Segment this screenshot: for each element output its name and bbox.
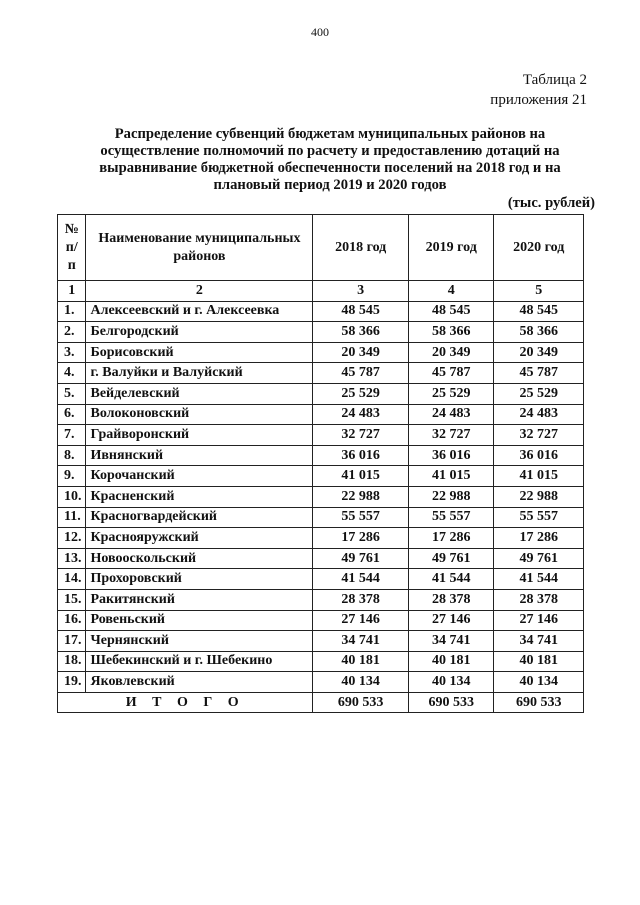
value-2019: 34 741 (408, 631, 493, 652)
district-name: Ракитянский (86, 589, 313, 610)
value-2018: 58 366 (313, 322, 409, 343)
title-line: выравнивание бюджетной обеспеченности поселений на 2018 год и на (99, 160, 561, 176)
table-row (58, 672, 584, 693)
value-2019: 25 529 (408, 383, 493, 404)
district-name: Ивнянский (86, 445, 313, 466)
page-number: 400 (311, 25, 329, 39)
total-row (58, 692, 584, 713)
value-2020: 28 378 (494, 589, 584, 610)
column-index: 1 (58, 281, 86, 302)
value-2018: 27 146 (313, 610, 409, 631)
subsidy-table (57, 214, 584, 713)
value-2020: 45 787 (494, 363, 584, 384)
value-2019: 27 146 (408, 610, 493, 631)
total-2019: 690 533 (408, 692, 493, 713)
row-number: 18. (58, 651, 86, 672)
row-number: 6. (58, 404, 86, 425)
row-number: 14. (58, 569, 86, 590)
value-2020: 22 988 (494, 486, 584, 507)
total-label: И Т О Г О (58, 692, 313, 713)
district-name: г. Валуйки и Валуйский (86, 363, 313, 384)
value-2018: 45 787 (313, 363, 409, 384)
table-row (58, 363, 584, 384)
table-row (58, 466, 584, 487)
header-num: № п/п (58, 215, 86, 281)
value-2019: 48 545 (408, 301, 493, 322)
value-2019: 41 015 (408, 466, 493, 487)
units-label: (тыс. рублей) (507, 195, 595, 211)
value-2020: 41 544 (494, 569, 584, 590)
table-row (58, 507, 584, 528)
column-index: 5 (494, 281, 584, 302)
row-number: 4. (58, 363, 86, 384)
title-line: осуществление полномочий по расчету и предоставлению дотаций на (100, 143, 560, 159)
column-index-row (58, 281, 584, 302)
row-number: 3. (58, 342, 86, 363)
value-2019: 40 181 (408, 651, 493, 672)
district-name: Алексеевский и г. Алексеевка (86, 301, 313, 322)
value-2019: 40 134 (408, 672, 493, 693)
value-2020: 17 286 (494, 528, 584, 549)
district-name: Красненский (86, 486, 313, 507)
value-2018: 34 741 (313, 631, 409, 652)
table-note-line1: Таблица 2 (522, 72, 587, 88)
value-2018: 41 544 (313, 569, 409, 590)
column-index: 2 (86, 281, 313, 302)
value-2019: 36 016 (408, 445, 493, 466)
value-2018: 36 016 (313, 445, 409, 466)
row-number: 12. (58, 528, 86, 549)
row-number: 1. (58, 301, 86, 322)
district-name: Корочанский (86, 466, 313, 487)
table-row (58, 425, 584, 446)
value-2020: 41 015 (494, 466, 584, 487)
table-row (58, 548, 584, 569)
total-2018: 690 533 (313, 692, 409, 713)
table-row (58, 445, 584, 466)
row-number: 16. (58, 610, 86, 631)
value-2018: 24 483 (313, 404, 409, 425)
value-2018: 25 529 (313, 383, 409, 404)
header-2020: 2020 год (494, 215, 584, 281)
row-number: 8. (58, 445, 86, 466)
district-name: Краснояружский (86, 528, 313, 549)
district-name: Чернянский (86, 631, 313, 652)
value-2019: 55 557 (408, 507, 493, 528)
column-index: 3 (313, 281, 409, 302)
district-name: Грайворонский (86, 425, 313, 446)
value-2019: 58 366 (408, 322, 493, 343)
column-index: 4 (408, 281, 493, 302)
row-number: 17. (58, 631, 86, 652)
district-name: Яковлевский (86, 672, 313, 693)
value-2019: 22 988 (408, 486, 493, 507)
table-row (58, 610, 584, 631)
value-2019: 45 787 (408, 363, 493, 384)
district-name: Белгородский (86, 322, 313, 343)
district-name: Вейделевский (86, 383, 313, 404)
value-2020: 27 146 (494, 610, 584, 631)
district-name: Прохоровский (86, 569, 313, 590)
table-row (58, 569, 584, 590)
value-2020: 34 741 (494, 631, 584, 652)
value-2018: 48 545 (313, 301, 409, 322)
value-2019: 28 378 (408, 589, 493, 610)
table-row (58, 342, 584, 363)
value-2020: 48 545 (494, 301, 584, 322)
value-2018: 55 557 (313, 507, 409, 528)
value-2020: 58 366 (494, 322, 584, 343)
table-row (58, 383, 584, 404)
value-2018: 40 134 (313, 672, 409, 693)
table-row (58, 486, 584, 507)
value-2020: 32 727 (494, 425, 584, 446)
value-2020: 40 181 (494, 651, 584, 672)
header-name: Наименование муниципальных районов (86, 215, 313, 281)
value-2018: 28 378 (313, 589, 409, 610)
district-name: Новооскольский (86, 548, 313, 569)
value-2020: 24 483 (494, 404, 584, 425)
row-number: 10. (58, 486, 86, 507)
header-2019: 2019 год (408, 215, 493, 281)
total-2020: 690 533 (494, 692, 584, 713)
value-2018: 17 286 (313, 528, 409, 549)
title-line: Распределение субвенций бюджетам муниципальных районов на (114, 126, 546, 142)
value-2018: 32 727 (313, 425, 409, 446)
value-2019: 41 544 (408, 569, 493, 590)
row-number: 11. (58, 507, 86, 528)
value-2018: 20 349 (313, 342, 409, 363)
value-2019: 32 727 (408, 425, 493, 446)
value-2018: 22 988 (313, 486, 409, 507)
district-name: Ровеньский (86, 610, 313, 631)
header-2018: 2018 год (313, 215, 409, 281)
district-name: Волоконовский (86, 404, 313, 425)
table-row (58, 589, 584, 610)
value-2019: 17 286 (408, 528, 493, 549)
row-number: 15. (58, 589, 86, 610)
value-2018: 40 181 (313, 651, 409, 672)
value-2020: 55 557 (494, 507, 584, 528)
value-2020: 36 016 (494, 445, 584, 466)
table-row (58, 528, 584, 549)
value-2018: 49 761 (313, 548, 409, 569)
district-name: Красногвардейский (86, 507, 313, 528)
value-2019: 20 349 (408, 342, 493, 363)
title-line: плановый период 2019 и 2020 годов (213, 177, 447, 193)
value-2020: 49 761 (494, 548, 584, 569)
value-2018: 41 015 (313, 466, 409, 487)
table-note-line2: приложения 21 (490, 92, 587, 108)
district-name: Шебекинский и г. Шебекино (86, 651, 313, 672)
table-row (58, 301, 584, 322)
row-number: 9. (58, 466, 86, 487)
value-2020: 25 529 (494, 383, 584, 404)
header-row (58, 215, 584, 281)
row-number: 2. (58, 322, 86, 343)
value-2019: 24 483 (408, 404, 493, 425)
table-row (58, 322, 584, 343)
row-number: 5. (58, 383, 86, 404)
value-2020: 40 134 (494, 672, 584, 693)
row-number: 13. (58, 548, 86, 569)
row-number: 7. (58, 425, 86, 446)
district-name: Борисовский (86, 342, 313, 363)
table-row (58, 404, 584, 425)
value-2019: 49 761 (408, 548, 493, 569)
value-2020: 20 349 (494, 342, 584, 363)
table-row (58, 631, 584, 652)
document-title (75, 126, 585, 194)
row-number: 19. (58, 672, 86, 693)
table-row (58, 651, 584, 672)
